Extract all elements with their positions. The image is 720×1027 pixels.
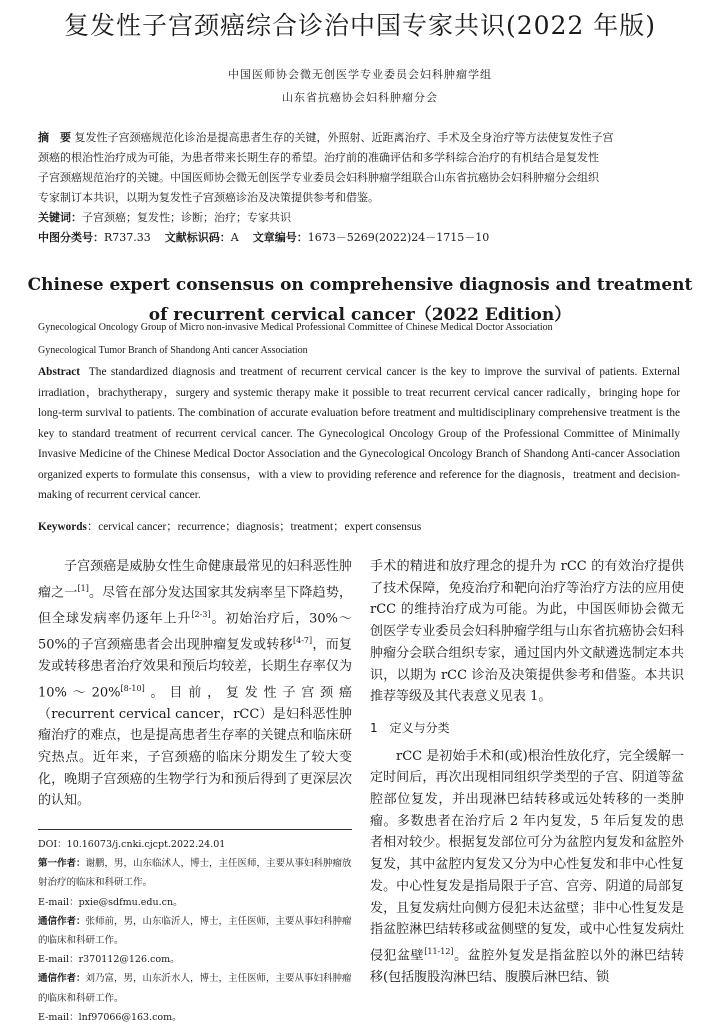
abstract-en-label: Abstract bbox=[38, 366, 81, 378]
abstract-cn-line-4: 专家制订本共识，以期为复发性子宫颈癌诊治及决策提供参考和借鉴。 bbox=[38, 191, 379, 204]
title-en-line-2: of recurrent cervical cancer（2022 Edition） bbox=[148, 305, 572, 325]
corr1-label: 通信作者： bbox=[38, 915, 86, 927]
article-title-en bbox=[0, 270, 720, 330]
body-column-left bbox=[38, 556, 352, 812]
definition-text-b: 。盆腔外复发是指盆腔以外的淋巴结转移(包括腹股沟淋巴结、腹膜后淋巴结、锁 bbox=[370, 948, 684, 985]
corr2-text: 刘乃富，男，山东沂水人，博士，主任医师，主要从事妇科肿瘤的临床和科研工作。 bbox=[38, 973, 352, 1004]
abstract-cn-text-1: 复发性子宫颈癌规范化诊治是提高患者生存的关键，外照射、近距离治疗、手术及全身治疗等方法使复发性子宫 bbox=[74, 131, 614, 144]
intro-text-e: 。目前，复发性子宫颈癌（recurrent cervical cancer，rCC）是妇科恶性肿瘤治疗的难点，也是提高患者生存率的关键点和临床研究热点。近年来，子宫颈癌的临床分期发生了较大变化，晚期子宫颈癌的生物学行为和预后得到了更深层次的认知。 bbox=[38, 684, 352, 809]
abstract-en bbox=[38, 362, 680, 506]
first-author-email[interactable]: E-mail：pxie@sdfmu.edu.cn。 bbox=[38, 896, 183, 908]
section-heading-1: 1 定义与分类 bbox=[370, 720, 450, 735]
corresponding-author-1 bbox=[38, 912, 352, 950]
abstract-cn bbox=[38, 128, 680, 248]
keywords-en bbox=[38, 518, 421, 534]
doc-code-label: 文献标识码： bbox=[164, 231, 231, 244]
body-column-right bbox=[370, 556, 684, 989]
keywords-en-text: ：cervical cancer；recurrence；diagnosis；treatment；expert consensus bbox=[86, 521, 422, 533]
article-no-value: 1673－5269(2022)24－1715－10 bbox=[307, 231, 490, 244]
abstract-cn-line-3: 子宫颈癌规范治疗的关键。中国医师协会微无创医学专业委员会妇科肿瘤学组联合山东省抗癌协会妇科肿瘤分会组织 bbox=[38, 171, 599, 184]
keywords-en-label: Keywords bbox=[38, 521, 87, 533]
keywords-cn bbox=[38, 208, 680, 228]
citation-ref[interactable]: [1] bbox=[77, 583, 89, 593]
citation-ref[interactable]: [2-3] bbox=[191, 609, 211, 619]
footnote-divider bbox=[38, 829, 352, 830]
affiliation-en-2: Gynecological Tumor Branch of Shandong Anti cancer Association bbox=[38, 345, 308, 356]
footnotes bbox=[38, 835, 352, 1027]
affiliation-cn-1: 中国医师协会微无创医学专业委员会妇科肿瘤学组 bbox=[228, 68, 492, 81]
intro-text-b: 。尽管在部分发达国家其发病率呈下降趋势，但全球发病率仍逐年上升 bbox=[38, 585, 352, 627]
intro-text-c: 。初始治疗后，30%～50%的子宫颈癌患者会出现肿瘤复发或转移 bbox=[38, 611, 352, 653]
clc-value: R737.33 bbox=[104, 231, 151, 244]
corresponding-author-1-email[interactable]: E-mail：r370112@126.com。 bbox=[38, 954, 180, 966]
article-no-label: 文章编号： bbox=[252, 231, 308, 244]
keywords-cn-text: 子宫颈癌；复发性；诊断；治疗；专家共识 bbox=[82, 211, 291, 224]
keywords-cn-label: 关键词： bbox=[38, 211, 82, 224]
citation-ref[interactable]: [4-7] bbox=[293, 635, 313, 645]
citation-ref[interactable]: [8-10] bbox=[120, 683, 145, 693]
corresponding-author-2-email[interactable]: E-mail：lnf97066@163.com。 bbox=[38, 1011, 182, 1023]
abstract-en-text: The standardized diagnosis and treatment of recurrent cervical cancer is the key to improve the survival of patients. External irradiation，brachytherapy，surgery and systemic therapy make it possible to treat recurrent cervical cancer radically，bringing hope for long-term survival to patients. The combination of accurate evaluation before treatment and multidisciplinary comprehensive treatment is the key to standard treatment of recurrent cervical cancer. The Gynecological Oncology Group of the Professional Committee of Minimally Invasive Medicine of the Chinese Medical Doctor Association and the Gynecological Oncology Branch of Shandong Anti-cancer Association organized experts to formulate this consensus，with a view to providing reference and reference for the diagnosis，treatment and decision-making of recurrent cervical cancer. bbox=[38, 366, 680, 501]
corr2-label: 通信作者： bbox=[38, 973, 86, 985]
clc-label: 中图分类号： bbox=[38, 231, 104, 244]
classification-line bbox=[38, 228, 680, 248]
affiliation-cn-2: 山东省抗癌协会妇科肿瘤分会 bbox=[282, 91, 438, 104]
intro-paragraph bbox=[38, 556, 352, 812]
article-title-cn: 复发性子宫颈癌综合诊治中国专家共识(2022 年版) bbox=[63, 11, 657, 40]
intro-text-a: 子宫颈癌是威胁女性生命健康最常见的妇科恶性肿瘤之一 bbox=[38, 559, 352, 601]
first-author-text: 谢鹏，男，山东临沭人，博士，主任医师，主要从事妇科肿瘤放射治疗的临床和科研工作。 bbox=[38, 858, 352, 889]
continued-paragraph: 手术的精进和放疗理念的提升为 rCC 的有效治疗提供了技术保障，免疫治疗和靶向治疗等治疗方法的应用使 rCC 的维持治疗成为可能。为此，中国医师协会微无创医学专业委员会妇科肿瘤学组与山东省抗癌协会妇科肿瘤分会联合组织专家，通过国内外文献遴选制定本共识，以期为 rCC 诊治及决策提供参考和借鉴。本共识推荐等级及其代表意义见表 1。 bbox=[370, 559, 684, 705]
intro-text-d: ，而复发或转移患者治疗效果和预后均较差，长期生存率仅为 10%～20% bbox=[38, 637, 352, 700]
abstract-cn-line-2: 颈癌的根治性治疗成为可能，为患者带来长期生存的希望。治疗前的准确评估和多学科综合治疗的有机结合是复发性 bbox=[38, 151, 599, 164]
corresponding-author-2 bbox=[38, 969, 352, 1007]
citation-ref[interactable]: [11-12] bbox=[424, 946, 454, 956]
first-author-note bbox=[38, 854, 352, 892]
corr1-text: 张师前，男，山东临沂人，博士，主任医师，主要从事妇科肿瘤的临床和科研工作。 bbox=[38, 915, 352, 947]
doi[interactable]: DOI：10.16073/j.cnki.cjcpt.2022.24.01 bbox=[38, 839, 226, 850]
title-en-line-1: Chinese expert consensus on comprehensive diagnosis and treatment bbox=[27, 275, 693, 295]
abstract-cn-label: 摘 要 bbox=[38, 131, 71, 144]
affiliation-en-1: Gynecological Oncology Group of Micro non-invasive Medical Professional Committee of Chinese Medical Doctor Association bbox=[38, 322, 553, 333]
definition-paragraph bbox=[370, 746, 684, 989]
doc-code-value: A bbox=[230, 231, 239, 244]
definition-text-a: rCC 是初始手术和(或)根治性放化疗，完全缓解一定时间后，再次出现相同组织学类型的子宫、阴道等盆腔部位复发，并出现淋巴结转移或远处转移的一类肿瘤。多数患者在治疗后 2 年内复发，5 年后复发的患者相对较少。根据复发部位可分为盆腔内复发和盆腔外复发，其中盆腔内复发又分为中心性复发和非中心性复发。中心性复发是指局限于子宫、宫旁、阴道的局部复发，且复发病灶向侧方侵犯未达盆壁；非中心性复发是指盆腔淋巴结转移或盆侧壁的复发，或中心性复发病灶侵犯盆壁 bbox=[370, 748, 684, 964]
first-author-label: 第一作者： bbox=[38, 858, 86, 870]
abstract-cn-line-1 bbox=[38, 128, 680, 148]
